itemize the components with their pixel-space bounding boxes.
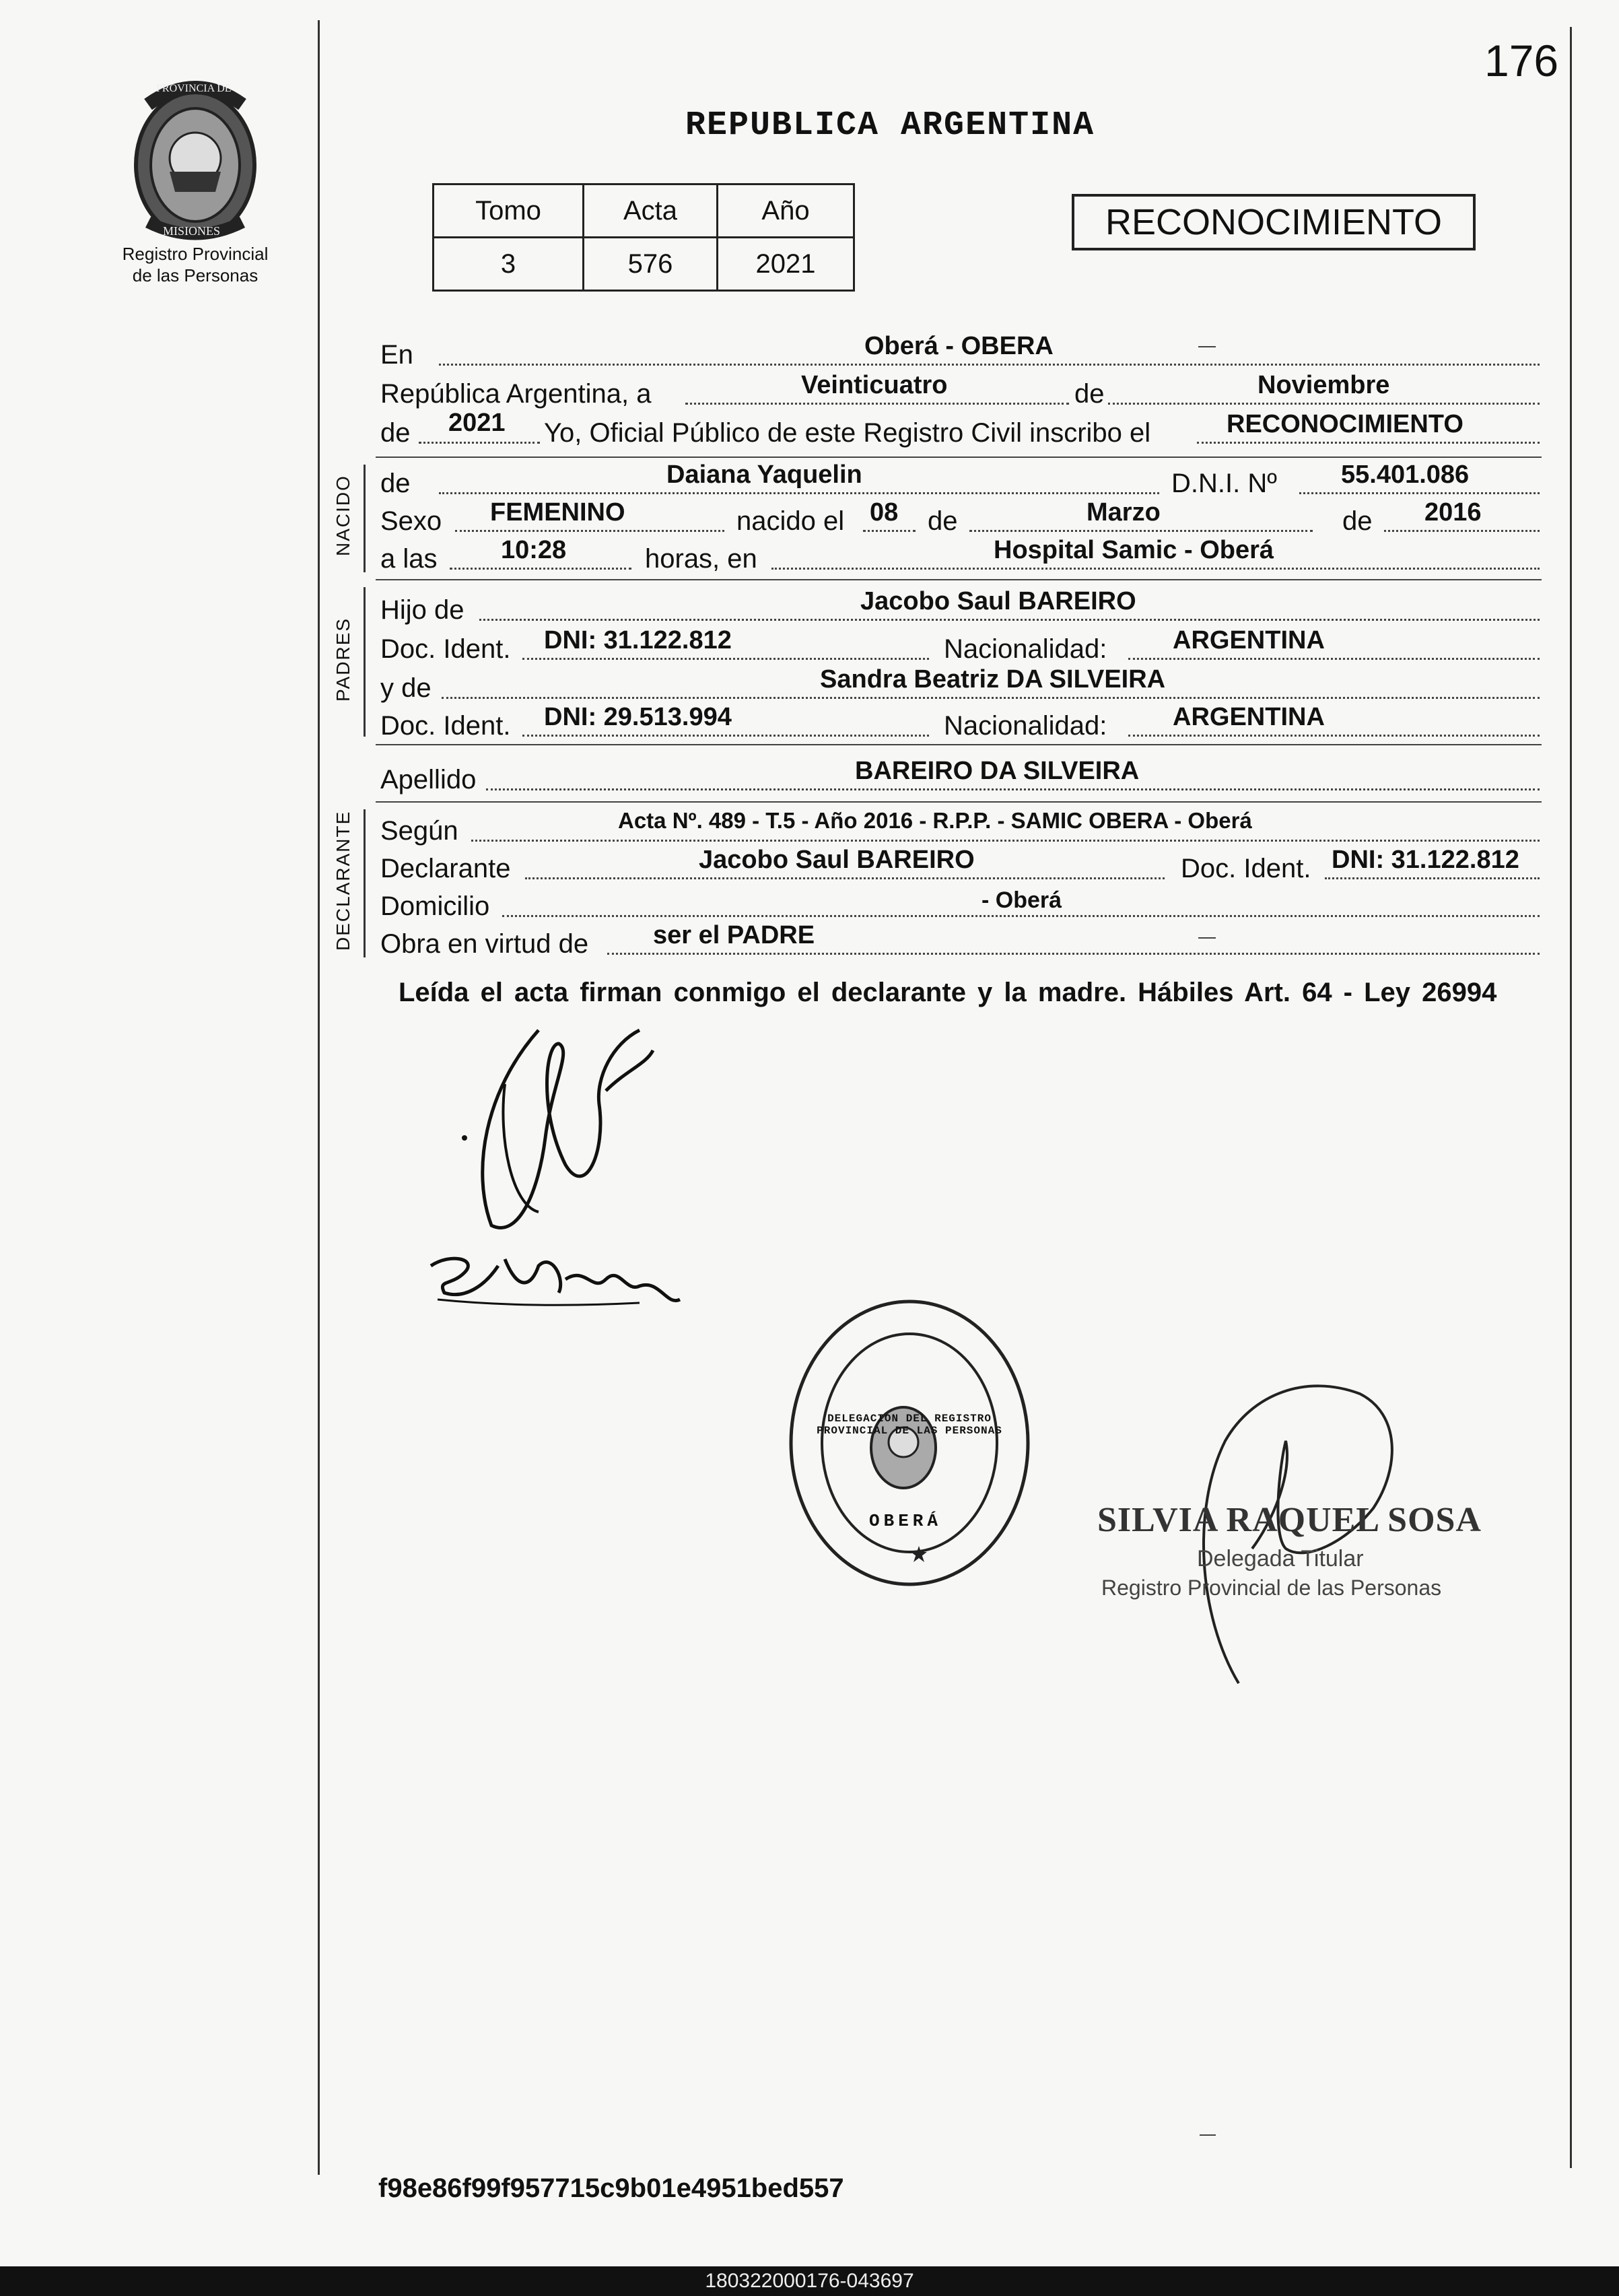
mark-tilde-2 (1198, 937, 1216, 939)
label-inscribo: Yo, Oficial Público de este Registro Civil inscribo el (544, 418, 1151, 448)
dots-declarante-doc (1325, 877, 1540, 879)
value-segun: Acta Nº. 489 - T.5 - Año 2016 - R.P.P. - SAMIC OBERA - Oberá (618, 808, 1252, 833)
value-padre-doc: DNI: 31.122.812 (544, 626, 732, 654)
dots-mes-nac (969, 530, 1313, 532)
page-number: 176 (1484, 36, 1559, 86)
label-a-las: a las (380, 544, 438, 574)
dots-padre (479, 619, 1540, 621)
value-madre-nac: ARGENTINA (1173, 703, 1325, 731)
mark-tilde-1 (1198, 346, 1216, 347)
declarante-bracket (364, 809, 366, 957)
dots-dia (685, 403, 1069, 405)
label-doc-ident-1: Doc. Ident. (380, 634, 511, 664)
dots-hora (450, 568, 631, 570)
document-title: REPUBLICA ARGENTINA (685, 106, 1095, 145)
registry-stamp (782, 1293, 1037, 1593)
dots-anio-nac (1384, 530, 1540, 532)
label-de-mes: de (1074, 379, 1105, 409)
value-padre-nac: ARGENTINA (1173, 626, 1325, 654)
divider-1 (376, 457, 1542, 458)
header-tomo: Tomo (434, 184, 584, 238)
label-de-birth-month: de (928, 506, 958, 536)
dots-obra (607, 953, 1540, 955)
label-y-de: y de (380, 673, 432, 703)
label-republica: República Argentina, a (380, 379, 652, 409)
seal-caption-1: Registro Provincial (122, 244, 269, 264)
value-madre-doc: DNI: 29.513.994 (544, 703, 732, 731)
divider-2 (376, 579, 1542, 580)
label-sexo: Sexo (380, 506, 442, 536)
side-label-declarante: DECLARANTE (333, 810, 353, 951)
dots-sexo (455, 530, 724, 532)
label-nacionalidad-1: Nacionalidad: (944, 634, 1107, 664)
official-name: SILVIA RAQUEL SOSA (1097, 1501, 1482, 1539)
reference-table (432, 183, 855, 292)
label-domicilio: Domicilio (380, 891, 490, 921)
label-de-nombre: de (380, 469, 411, 498)
dots-apellido (486, 788, 1540, 790)
label-dni: D.N.I. Nº (1171, 469, 1277, 498)
value-tomo: 3 (434, 238, 584, 291)
dots-madre-nac (1128, 735, 1540, 737)
province-seal-icon (121, 77, 269, 246)
side-label-nacido: NACIDO (333, 475, 353, 556)
value-tipo-inscripcion: RECONOCIMIENTO (1227, 410, 1463, 438)
dots-nombre (439, 492, 1159, 494)
padres-bracket (364, 587, 366, 737)
dots-padre-doc (522, 658, 929, 660)
value-declarante: Jacobo Saul BAREIRO (699, 846, 975, 874)
mark-tilde-3 (1200, 2134, 1216, 2136)
side-label-padres: PADRES (333, 617, 353, 702)
dots-year (419, 442, 540, 444)
seal-caption-2: de las Personas (132, 265, 259, 285)
stamp-city: OBERÁ (868, 1511, 942, 1531)
nacido-bracket (364, 465, 366, 572)
province-seal (121, 77, 269, 246)
label-obra-en-virtud: Obra en virtud de (380, 929, 589, 959)
label-doc-ident-3: Doc. Ident. (1181, 854, 1311, 883)
value-padre: Jacobo Saul BAREIRO (860, 587, 1136, 615)
label-horas-en: horas, en (645, 544, 757, 574)
divider-3 (376, 744, 1542, 745)
value-sexo: FEMENINO (490, 498, 625, 527)
dots-segun (471, 840, 1540, 842)
label-de-year: de (380, 418, 411, 448)
label-nacionalidad-2: Nacionalidad: (944, 711, 1107, 741)
value-declarante-doc: DNI: 31.122.812 (1332, 846, 1519, 874)
act-type-box: RECONOCIMIENTO (1072, 194, 1476, 250)
divider-4 (376, 801, 1542, 803)
official-office: Registro Provincial de las Personas (1101, 1576, 1442, 1600)
dots-madre-doc (522, 735, 929, 737)
dots-dia-nac (863, 530, 916, 532)
value-acta: 576 (584, 238, 718, 291)
stamp-ring-text: DELEGACION DEL REGISTRO PROVINCIAL DE LAS PERSONAS (817, 1413, 1002, 1437)
value-madre: Sandra Beatriz DA SILVEIRA (820, 665, 1166, 694)
label-de-birth-year: de (1342, 506, 1373, 536)
value-anio: 2021 (718, 238, 854, 291)
value-mes: Noviembre (1258, 371, 1390, 399)
value-nombre: Daiana Yaquelin (666, 461, 862, 489)
value-domicilio: - Oberá (981, 887, 1062, 913)
header-acta: Acta (584, 184, 718, 238)
seal-text-bottom: MISIONES (163, 224, 221, 238)
label-declarante: Declarante (380, 854, 511, 883)
value-anio: 2021 (448, 409, 506, 437)
dots-lugar-nac (771, 568, 1540, 570)
dots-mes (1108, 403, 1540, 405)
value-anio-nac: 2016 (1424, 498, 1482, 527)
dots-madre (442, 697, 1540, 699)
value-hora: 10:28 (501, 536, 567, 564)
document-hash: f98e86f99f957715c9b01e4951bed557 (378, 2173, 844, 2203)
official-title: Delegada Titular (1197, 1546, 1364, 1572)
value-dia-nac: 08 (870, 498, 899, 527)
label-en: En (380, 340, 413, 370)
right-margin-line (1570, 27, 1572, 2168)
dots-inscripcion (1197, 442, 1540, 444)
dots-padre-nac (1128, 658, 1540, 660)
value-dia: Veinticuatro (801, 371, 948, 399)
closing-text: Leída el acta firman conmigo el declarante y la madre. Hábiles Art. 64 - Ley 26994 (399, 978, 1497, 1007)
dots-en (439, 364, 1540, 366)
seal-text-top: PROVINCIA DE (156, 83, 232, 94)
label-nacido-el: nacido el (736, 506, 845, 536)
dots-declarante (525, 877, 1165, 879)
left-margin-line (318, 20, 320, 2175)
label-doc-ident-2: Doc. Ident. (380, 711, 511, 741)
dots-domicilio (502, 915, 1540, 917)
value-apellido: BAREIRO DA SILVEIRA (855, 757, 1140, 785)
value-lugar: Oberá - OBERA (864, 332, 1054, 360)
footer-id: 180322000176-043697 (0, 2266, 1619, 2296)
label-hijo-de: Hijo de (380, 595, 464, 625)
value-dni: 55.401.086 (1341, 461, 1470, 489)
value-mes-nac: Marzo (1087, 498, 1161, 527)
mother-signature (424, 1239, 687, 1326)
label-apellido: Apellido (380, 765, 477, 795)
header-anio: Año (718, 184, 854, 238)
stamp-icon (782, 1293, 1037, 1593)
value-lugar-nac: Hospital Samic - Oberá (994, 536, 1274, 564)
dots-dni (1299, 492, 1540, 494)
label-segun: Según (380, 816, 458, 846)
declarant-signature (444, 1003, 673, 1252)
value-obra-en-virtud: ser el PADRE (653, 921, 815, 949)
